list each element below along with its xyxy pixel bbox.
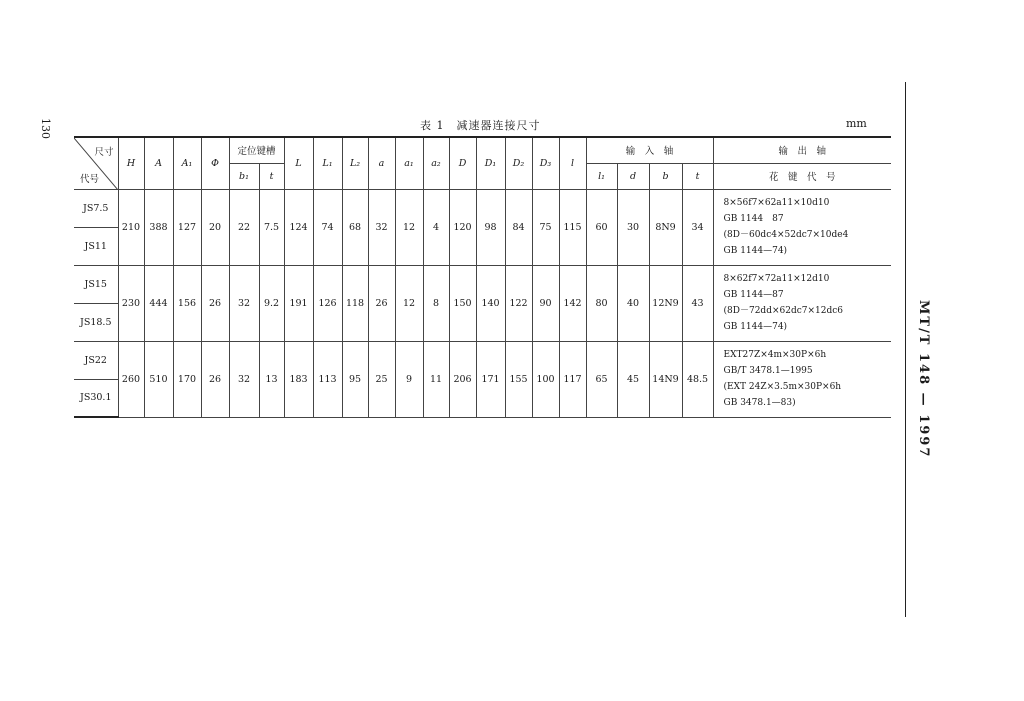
corner-top-label: 尺寸 [94, 147, 114, 158]
model-code: JS22 [74, 341, 118, 379]
table-caption: 表 1 减速器连接尺寸 [420, 119, 541, 132]
value-A1: 156 [173, 265, 201, 341]
spline-line: GB/T 3478.1—1995 [723, 366, 813, 376]
header-t-input: t [682, 163, 713, 189]
value-L1: 113 [313, 341, 342, 417]
spline-line: (8D－60dc4×52dc7×10de4 [723, 230, 849, 240]
standard-code: MT/T 148 — 1997 [916, 300, 931, 459]
value-d: 30 [617, 189, 649, 265]
header-H: H [118, 137, 144, 189]
model-code: JS11 [74, 227, 118, 265]
value-Phi: 26 [201, 265, 229, 341]
value-A: 444 [144, 265, 173, 341]
header-a1: a₁ [395, 137, 423, 189]
value-D1: 98 [476, 189, 505, 265]
value-D1: 171 [476, 341, 505, 417]
value-b: 8N9 [649, 189, 682, 265]
header-L1: L₁ [313, 137, 342, 189]
spline-line: 8×62f7×72a11×12d10 [723, 274, 830, 284]
value-b1: 22 [229, 189, 259, 265]
header-D1: D₁ [476, 137, 505, 189]
spline-line: GB 1144—87 [723, 290, 784, 300]
value-D2: 84 [505, 189, 532, 265]
value-L2: 68 [342, 189, 368, 265]
value-A: 510 [144, 341, 173, 417]
spline-line: GB 1144—74) [723, 246, 788, 256]
table-row [74, 265, 891, 303]
value-H: 210 [118, 189, 144, 265]
value-Phi: 20 [201, 189, 229, 265]
unit-label: mm [846, 117, 867, 130]
value-b1: 32 [229, 341, 259, 417]
value-a1: 12 [395, 189, 423, 265]
header-l: l [559, 137, 586, 189]
header-A: A [144, 137, 173, 189]
value-Phi: 26 [201, 341, 229, 417]
spline-line: GB 3478.1—83) [723, 398, 796, 408]
header-d: d [617, 163, 649, 189]
value-d: 45 [617, 341, 649, 417]
spline-line: (8D－72dd×62dc7×12dc6 [723, 306, 844, 316]
value-b: 12N9 [649, 265, 682, 341]
value-a1: 12 [395, 265, 423, 341]
value-a: 25 [368, 341, 395, 417]
table-row [74, 189, 891, 227]
header-spline-code: 花 键 代 号 [713, 163, 891, 189]
value-l1: 80 [586, 265, 617, 341]
header-t: t [259, 163, 284, 189]
header-Phi: Φ [201, 137, 229, 189]
value-l: 117 [559, 341, 586, 417]
header-D: D [449, 137, 476, 189]
spline-code-cell [713, 265, 891, 341]
model-code: JS15 [74, 265, 118, 303]
spline-line: 8×56f7×62a11×10d10 [723, 198, 830, 208]
value-l1: 65 [586, 341, 617, 417]
value-a: 26 [368, 265, 395, 341]
value-L: 124 [284, 189, 313, 265]
model-code: JS7.5 [74, 189, 118, 227]
table-row [74, 341, 891, 379]
value-D3: 100 [532, 341, 559, 417]
dimension-table [74, 136, 891, 418]
header-b: b [649, 163, 682, 189]
spline-line: GB 1144—74) [723, 322, 788, 332]
spline-line: (EXT 24Z×3.5m×30P×6h [723, 382, 842, 392]
page-number: 130 [39, 118, 52, 139]
value-t-input: 48.5 [682, 341, 713, 417]
value-D1: 140 [476, 265, 505, 341]
value-t: 7.5 [259, 189, 284, 265]
value-L1: 74 [313, 189, 342, 265]
header-L: L [284, 137, 313, 189]
value-b: 14N9 [649, 341, 682, 417]
model-code: JS18.5 [74, 303, 118, 341]
value-A1: 170 [173, 341, 201, 417]
value-l: 115 [559, 189, 586, 265]
header-row-1 [74, 137, 891, 163]
model-code: JS30.1 [74, 379, 118, 417]
value-H: 230 [118, 265, 144, 341]
header-L2: L₂ [342, 137, 368, 189]
value-L2: 95 [342, 341, 368, 417]
value-t-input: 34 [682, 189, 713, 265]
header-b1: b₁ [229, 163, 259, 189]
value-L: 191 [284, 265, 313, 341]
value-a2: 11 [423, 341, 449, 417]
header-D3: D₃ [532, 137, 559, 189]
spline-line: GB 1144 87 [723, 214, 784, 224]
value-l: 142 [559, 265, 586, 341]
header-a2: a₂ [423, 137, 449, 189]
value-L1: 126 [313, 265, 342, 341]
header-l1: l₁ [586, 163, 617, 189]
value-D2: 122 [505, 265, 532, 341]
spline-code-cell [713, 189, 891, 265]
corner-bottom-label: 代号 [80, 173, 100, 185]
value-a1: 9 [395, 341, 423, 417]
value-t: 9.2 [259, 265, 284, 341]
value-H: 260 [118, 341, 144, 417]
value-L: 183 [284, 341, 313, 417]
header-input-shaft: 输 入 轴 [586, 137, 713, 163]
value-b1: 32 [229, 265, 259, 341]
value-t: 13 [259, 341, 284, 417]
header-key-group: 定位键槽 [229, 137, 284, 163]
value-D: 120 [449, 189, 476, 265]
corner-cell [74, 137, 118, 189]
value-d: 40 [617, 265, 649, 341]
value-D3: 75 [532, 189, 559, 265]
value-D: 206 [449, 341, 476, 417]
value-a2: 4 [423, 189, 449, 265]
value-a2: 8 [423, 265, 449, 341]
value-t-input: 43 [682, 265, 713, 341]
header-A1: A₁ [173, 137, 201, 189]
value-D: 150 [449, 265, 476, 341]
header-output-shaft: 输 出 轴 [713, 137, 891, 163]
spline-line: EXT27Z×4m×30P×6h [723, 350, 827, 360]
header-a: a [368, 137, 395, 189]
header-D2: D₂ [505, 137, 532, 189]
value-a: 32 [368, 189, 395, 265]
value-A1: 127 [173, 189, 201, 265]
value-A: 388 [144, 189, 173, 265]
value-l1: 60 [586, 189, 617, 265]
margin-rule [905, 82, 906, 617]
value-D2: 155 [505, 341, 532, 417]
value-D3: 90 [532, 265, 559, 341]
value-L2: 118 [342, 265, 368, 341]
spline-code-cell [713, 341, 891, 417]
